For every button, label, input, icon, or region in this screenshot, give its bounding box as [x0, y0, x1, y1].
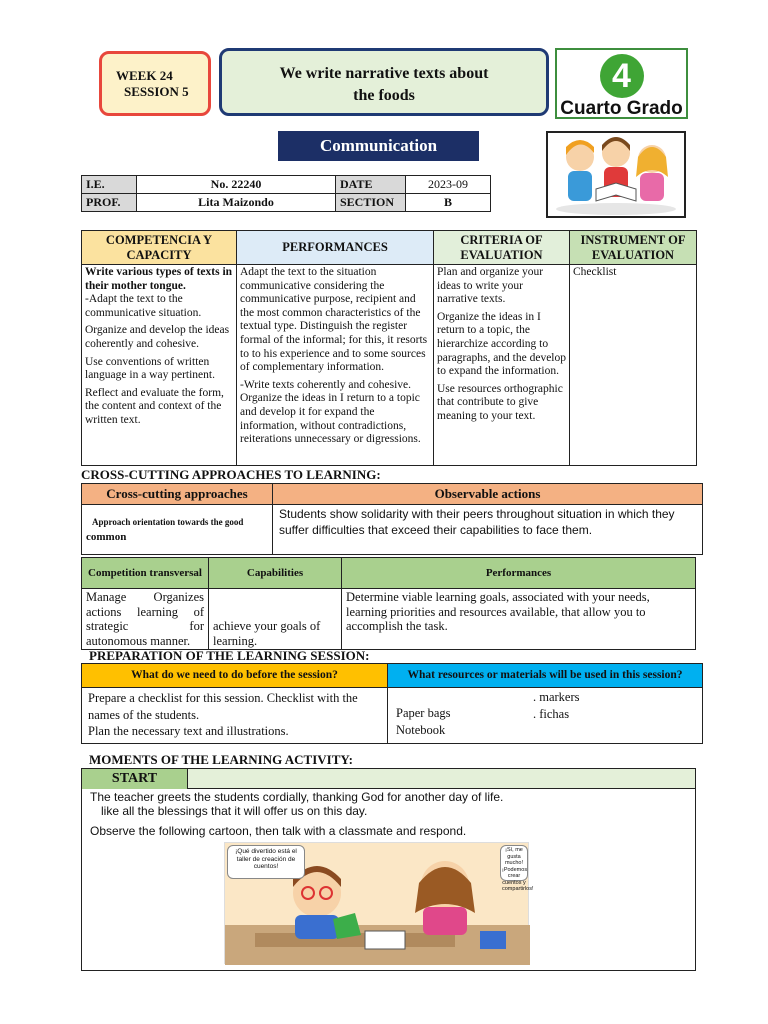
- instrument-cell: [570, 265, 697, 466]
- header-performances: PERFORMANCES: [237, 231, 434, 265]
- cross-cutting-table: [81, 483, 703, 555]
- cartoon-illustration: [224, 842, 534, 964]
- cross-cutting-heading: CROSS-CUTTING APPROACHES TO LEARNING:: [81, 467, 381, 482]
- competencia-cell: [82, 265, 237, 466]
- prof-value: Lita Maizondo: [137, 194, 336, 212]
- grade-number: 4: [600, 54, 644, 98]
- ct-performances-cell: Determine viable learning goals, associated with your needs, learning priorities and resources available, that allow you to accomplish the task.: [342, 589, 696, 650]
- criteria-item: Organize the ideas in I return to a topic, the hierarchize according to paragraphs, and the develop to expand the information.: [437, 310, 567, 378]
- resource-item: Notebook: [396, 722, 446, 737]
- competencia-title: Write various types of texts in their mother tongue.: [85, 266, 233, 292]
- info-table: [81, 175, 491, 212]
- todo-cell: [82, 688, 388, 744]
- prof-label: PROF.: [82, 194, 137, 212]
- date-label: DATE: [336, 176, 406, 194]
- resource-item: . fichas: [533, 706, 570, 721]
- competencia-item: Use conventions of written language in a way pertinent.: [85, 355, 215, 382]
- criteria-cell: [434, 265, 570, 466]
- header-todo: What do we need to do before the session?: [82, 664, 388, 688]
- speech-bubble-left: ¡Qué divertido está el taller de creación de cuentos!: [227, 845, 305, 879]
- ie-value: No. 22240: [137, 176, 336, 194]
- header-instrument: INSTRUMENT OF EVALUATION: [570, 231, 697, 265]
- resource-item: Paper bags: [396, 706, 451, 720]
- header-capabilities: Capabilities: [209, 558, 342, 589]
- resource-item: . markers: [533, 690, 580, 704]
- speech-bubble-right: ¡Sí, me gusta mucho! ¡Podemos crear cuentos y compartirlos!: [502, 847, 534, 892]
- approach-cell: [82, 505, 273, 555]
- approach-line-2: common: [86, 531, 127, 543]
- week-label: WEEK 24: [116, 68, 173, 83]
- title-line-2: the foods: [353, 87, 415, 104]
- title-line-1: We write narrative texts about: [279, 65, 489, 82]
- grade-logo: [555, 48, 688, 119]
- section-label: SECTION: [336, 194, 406, 212]
- approach-line-1: Approach orientation towards the good: [92, 517, 244, 527]
- section-value: B: [406, 194, 491, 212]
- preparation-heading: PREPARATION OF THE LEARNING SESSION:: [89, 648, 370, 663]
- children-reading-illustration: [546, 131, 686, 218]
- header-criteria: CRITERIA OF EVALUATION: [434, 231, 570, 265]
- competencia-item: -Adapt the text to the communicative situation.: [85, 293, 202, 319]
- performance-item: -Write texts coherently and cohesive. Organize the ideas in I return to a topic and develop it for expand the information, without contradictions, reiterations unnecessary or digressions.: [240, 378, 421, 446]
- competencia-item: Organize and develop the ideas coherently and cohesive.: [85, 324, 230, 350]
- session-title-box: [219, 48, 549, 116]
- greeting-line-1: The teacher greets the students cordially, thanking God for another day of life.: [90, 790, 504, 804]
- performance-item: Adapt the text to the situation communicative considering the communicative purpose, recipient and the most common characteristics of the textual type. Distinguish the register formal of the informal; for this, it resorts to to his experience and to some sources of complementary information.: [240, 266, 428, 374]
- moments-heading: MOMENTS OF THE LEARNING ACTIVITY:: [89, 752, 353, 767]
- competency-table: [81, 230, 697, 466]
- grade-label: Cuarto Grado: [560, 98, 683, 119]
- todo-item: Plan the necessary text and illustrations.: [88, 724, 289, 738]
- header-observable-actions: Observable actions: [273, 484, 703, 505]
- performances-cell: [237, 265, 434, 466]
- header-approaches: Cross-cutting approaches: [82, 484, 273, 505]
- todo-item: Prepare a checklist for this session. Checklist with the names of the students.: [88, 691, 358, 722]
- competition-cell: Manage Organizes actions learning of strategic for autonomous manner.: [82, 589, 209, 650]
- preparation-table: [81, 663, 703, 744]
- header-resources: What resources or materials will be used in this session?: [388, 664, 703, 688]
- resources-right: [533, 689, 580, 722]
- header-competition: Competition transversal: [82, 558, 209, 589]
- criteria-item: Plan and organize your ideas to write your narrative texts.: [437, 266, 544, 306]
- subject-banner: Communication: [278, 131, 479, 161]
- resources-left: [396, 705, 451, 738]
- criteria-item: Use resources orthographic that contribute to give meaning to your text.: [437, 382, 563, 422]
- session-label: SESSION 5: [124, 84, 189, 99]
- capabilities-cell: achieve your goals of learning.: [209, 589, 342, 650]
- observe-instruction: Observe the following cartoon, then talk with a classmate and respond.: [90, 824, 467, 838]
- resources-cell: [388, 688, 703, 744]
- start-bar: [82, 769, 695, 789]
- date-value: 2023-09: [406, 176, 491, 194]
- observable-actions-cell: Students show solidarity with their peers throughout situation in which they suffer difficulties that exceed their capabilities to face them.: [273, 505, 703, 555]
- week-session-box: [99, 51, 211, 116]
- competition-table: [81, 557, 696, 650]
- header-ct-performances: Performances: [342, 558, 696, 589]
- instrument-checklist: Checklist: [573, 266, 617, 278]
- ie-label: I.E.: [82, 176, 137, 194]
- header-competencia: COMPETENCIA Y CAPACITY: [82, 231, 237, 265]
- greeting-line-2: like all the blessings that it will offer us on this day.: [101, 804, 368, 818]
- competencia-item: Reflect and evaluate the form, the content and context of the written text.: [85, 386, 224, 426]
- start-label: START: [82, 769, 188, 789]
